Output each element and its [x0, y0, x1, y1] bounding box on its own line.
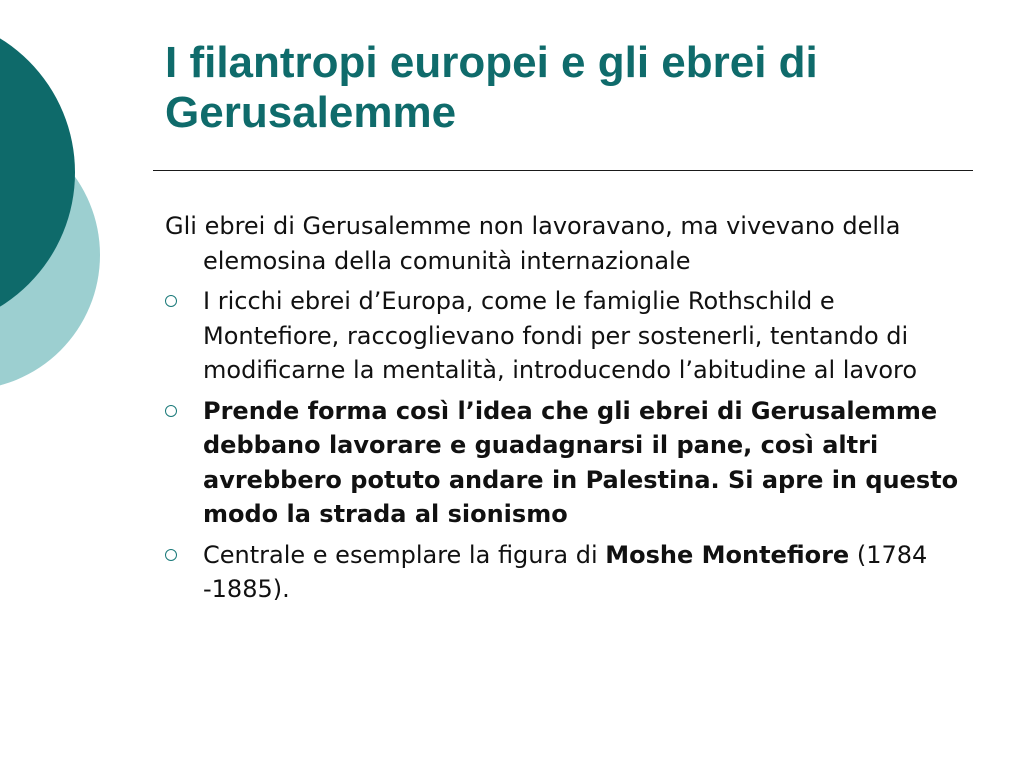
- bullet-item-zionism: [165, 394, 965, 532]
- title-divider: [153, 170, 973, 171]
- bullet-item-text: Prende forma così l’idea che gli ebrei di Gerusalemme debbano lavorare e guadagnarsi il pane, così altri avrebbero potuto andare in Palestina. Si apre in questo modo la strada al sionismo: [203, 396, 959, 528]
- bullet-item-text-before: Centrale e esemplare la figura di: [203, 540, 606, 569]
- paragraph-intro: [165, 209, 965, 278]
- bullet-item-philanthropists: [165, 284, 965, 388]
- slide-title: I filantropi europei e gli ebrei di Gerusalemme: [165, 38, 818, 137]
- slide-body: [165, 209, 965, 613]
- bullet-item-text-after: (1784 -1885).: [203, 540, 928, 603]
- bullet-circle-icon: [165, 405, 177, 417]
- bullet-item-montefiore: [165, 538, 965, 607]
- paragraph-intro-text: Gli ebrei di Gerusalemme non lavoravano, ma vivevano della elemosina della comunità internazionale: [165, 212, 901, 275]
- bullet-circle-icon: [165, 295, 177, 307]
- bullet-circle-icon: [165, 549, 177, 561]
- bullet-item-name: Moshe Montefiore: [605, 540, 850, 569]
- bullet-item-text: I ricchi ebrei d’Europa, come le famiglie Rothschild e Montefiore, raccoglievano fondi per sostenerli, tentando di modificarne la mentalità, introducendo l’abitudine al lavoro: [203, 287, 918, 384]
